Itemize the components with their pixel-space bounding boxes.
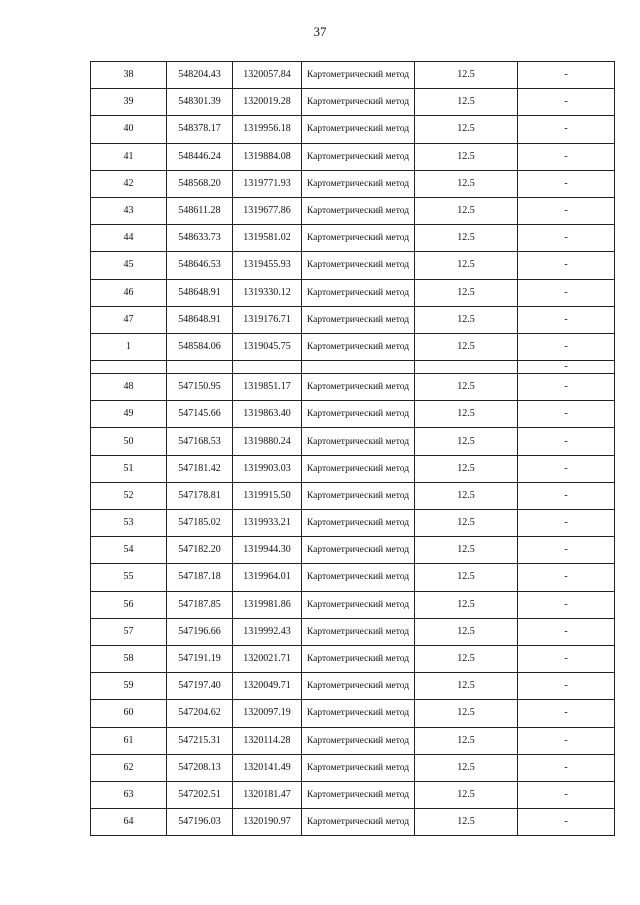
- table-row: [91, 727, 615, 754]
- table-row: [91, 170, 615, 197]
- x-coordinate-cell: 548301.39: [167, 89, 233, 116]
- point-number-cell: 43: [91, 197, 167, 224]
- x-coordinate-cell: 548446.24: [167, 143, 233, 170]
- point-number-cell: 62: [91, 754, 167, 781]
- method-cell: Картометрический метод: [302, 645, 415, 672]
- accuracy-cell: 12.5: [415, 279, 518, 306]
- y-coordinate-cell: 1319581.02: [233, 225, 302, 252]
- y-coordinate-cell: 1319851.17: [233, 374, 302, 401]
- y-coordinate-cell: 1319863.40: [233, 401, 302, 428]
- y-coordinate-cell: 1319884.08: [233, 143, 302, 170]
- x-coordinate-cell: 547215.31: [167, 727, 233, 754]
- method-cell: Картометрический метод: [302, 143, 415, 170]
- table-row: [91, 279, 615, 306]
- y-coordinate-cell: 1320190.97: [233, 809, 302, 836]
- point-number-cell: 57: [91, 618, 167, 645]
- accuracy-cell: 12.5: [415, 306, 518, 333]
- y-coordinate-cell: 1320021.71: [233, 645, 302, 672]
- accuracy-cell: 12.5: [415, 252, 518, 279]
- y-coordinate-cell: 1319880.24: [233, 428, 302, 455]
- table-row: [91, 197, 615, 224]
- y-coordinate-cell: 1320114.28: [233, 727, 302, 754]
- y-coordinate-cell: 1319677.86: [233, 197, 302, 224]
- table-row: [91, 618, 615, 645]
- method-cell: Картометрический метод: [302, 510, 415, 537]
- x-coordinate-cell: 548648.91: [167, 306, 233, 333]
- accuracy-cell: 12.5: [415, 143, 518, 170]
- description-cell: -: [518, 537, 615, 564]
- point-number-cell: 51: [91, 455, 167, 482]
- description-cell: -: [518, 564, 615, 591]
- point-number-cell: 53: [91, 510, 167, 537]
- y-coordinate-cell: 1320181.47: [233, 781, 302, 808]
- description-cell: -: [518, 252, 615, 279]
- method-cell: Картометрический метод: [302, 252, 415, 279]
- description-cell: -: [518, 401, 615, 428]
- y-coordinate-cell: 1319956.18: [233, 116, 302, 143]
- method-cell: Картометрический метод: [302, 455, 415, 482]
- accuracy-cell: 12.5: [415, 116, 518, 143]
- description-cell: -: [518, 618, 615, 645]
- accuracy-cell: 12.5: [415, 510, 518, 537]
- table-row: [91, 564, 615, 591]
- description-cell: -: [518, 62, 615, 89]
- accuracy-cell: 12.5: [415, 591, 518, 618]
- method-cell: Картометрический метод: [302, 116, 415, 143]
- table-row: [91, 510, 615, 537]
- point-number-cell: 55: [91, 564, 167, 591]
- table-row: [91, 401, 615, 428]
- table-row: [91, 754, 615, 781]
- table-row: [91, 374, 615, 401]
- description-cell: -: [518, 197, 615, 224]
- accuracy-cell: 12.5: [415, 170, 518, 197]
- point-number-cell: 64: [91, 809, 167, 836]
- y-coordinate-cell: 1319455.93: [233, 252, 302, 279]
- accuracy-cell: 12.5: [415, 374, 518, 401]
- description-cell: -: [518, 116, 615, 143]
- description-cell: -: [518, 645, 615, 672]
- method-cell: Картометрический метод: [302, 727, 415, 754]
- table-row: [91, 116, 615, 143]
- table-row: [91, 428, 615, 455]
- x-coordinate-cell: 548568.20: [167, 170, 233, 197]
- table-row: [91, 673, 615, 700]
- x-coordinate-cell: 547204.62: [167, 700, 233, 727]
- method-cell: [302, 361, 415, 374]
- point-number-cell: 48: [91, 374, 167, 401]
- x-coordinate-cell: 547178.81: [167, 482, 233, 509]
- point-number-cell: 52: [91, 482, 167, 509]
- x-coordinate-cell: 548378.17: [167, 116, 233, 143]
- method-cell: Картометрический метод: [302, 89, 415, 116]
- accuracy-cell: 12.5: [415, 618, 518, 645]
- point-number-cell: 56: [91, 591, 167, 618]
- y-coordinate-cell: 1319992.43: [233, 618, 302, 645]
- accuracy-cell: 12.5: [415, 781, 518, 808]
- x-coordinate-cell: 547202.51: [167, 781, 233, 808]
- coordinates-table: [90, 61, 615, 836]
- description-cell: -: [518, 754, 615, 781]
- accuracy-cell: 12.5: [415, 700, 518, 727]
- x-coordinate-cell: 547191.19: [167, 645, 233, 672]
- x-coordinate-cell: 547150.95: [167, 374, 233, 401]
- method-cell: Картометрический метод: [302, 374, 415, 401]
- point-number-cell: 58: [91, 645, 167, 672]
- description-cell: -: [518, 455, 615, 482]
- y-coordinate-cell: 1320141.49: [233, 754, 302, 781]
- x-coordinate-cell: 547168.53: [167, 428, 233, 455]
- y-coordinate-cell: 1319903.03: [233, 455, 302, 482]
- x-coordinate-cell: 548584.06: [167, 333, 233, 360]
- accuracy-cell: 12.5: [415, 455, 518, 482]
- x-coordinate-cell: 547196.03: [167, 809, 233, 836]
- method-cell: Картометрический метод: [302, 279, 415, 306]
- y-coordinate-cell: 1319045.75: [233, 333, 302, 360]
- point-number-cell: 49: [91, 401, 167, 428]
- accuracy-cell: 12.5: [415, 197, 518, 224]
- method-cell: Картометрический метод: [302, 170, 415, 197]
- description-cell: -: [518, 673, 615, 700]
- accuracy-cell: 12.5: [415, 401, 518, 428]
- table-row: [91, 591, 615, 618]
- x-coordinate-cell: 547187.18: [167, 564, 233, 591]
- y-coordinate-cell: 1320057.84: [233, 62, 302, 89]
- table-row: [91, 455, 615, 482]
- y-coordinate-cell: 1319981.86: [233, 591, 302, 618]
- point-number-cell: 50: [91, 428, 167, 455]
- accuracy-cell: 12.5: [415, 754, 518, 781]
- point-number-cell: 39: [91, 89, 167, 116]
- point-number-cell: 61: [91, 727, 167, 754]
- x-coordinate-cell: 548648.91: [167, 279, 233, 306]
- table-row: [91, 781, 615, 808]
- method-cell: Картометрический метод: [302, 333, 415, 360]
- table-row: [91, 482, 615, 509]
- method-cell: Картометрический метод: [302, 809, 415, 836]
- accuracy-cell: 12.5: [415, 225, 518, 252]
- table-row: [91, 537, 615, 564]
- x-coordinate-cell: 547208.13: [167, 754, 233, 781]
- page-number: 37: [313, 24, 327, 39]
- method-cell: Картометрический метод: [302, 62, 415, 89]
- method-cell: Картометрический метод: [302, 482, 415, 509]
- x-coordinate-cell: 547181.42: [167, 455, 233, 482]
- x-coordinate-cell: 548204.43: [167, 62, 233, 89]
- table-row: [91, 89, 615, 116]
- table-row: [91, 809, 615, 836]
- x-coordinate-cell: 547196.66: [167, 618, 233, 645]
- x-coordinate-cell: 547145.66: [167, 401, 233, 428]
- coordinates-table-body: [91, 62, 615, 836]
- description-cell: -: [518, 306, 615, 333]
- x-coordinate-cell: 547185.02: [167, 510, 233, 537]
- accuracy-cell: [415, 361, 518, 374]
- table-separator-row: [91, 361, 615, 374]
- accuracy-cell: 12.5: [415, 809, 518, 836]
- y-coordinate-cell: 1319771.93: [233, 170, 302, 197]
- y-coordinate-cell: 1319933.21: [233, 510, 302, 537]
- method-cell: Картометрический метод: [302, 564, 415, 591]
- accuracy-cell: 12.5: [415, 727, 518, 754]
- point-number-cell: 41: [91, 143, 167, 170]
- method-cell: Картометрический метод: [302, 591, 415, 618]
- description-cell: -: [518, 170, 615, 197]
- point-number-cell: 54: [91, 537, 167, 564]
- point-number-cell: 47: [91, 306, 167, 333]
- point-number-cell: 42: [91, 170, 167, 197]
- x-coordinate-cell: 547187.85: [167, 591, 233, 618]
- description-cell: -: [518, 428, 615, 455]
- y-coordinate-cell: 1319330.12: [233, 279, 302, 306]
- point-number-cell: 45: [91, 252, 167, 279]
- accuracy-cell: 12.5: [415, 482, 518, 509]
- accuracy-cell: 12.5: [415, 333, 518, 360]
- point-number-cell: 59: [91, 673, 167, 700]
- description-cell: -: [518, 279, 615, 306]
- table-row: [91, 306, 615, 333]
- table-row: [91, 645, 615, 672]
- description-cell: -: [518, 727, 615, 754]
- point-number-cell: [91, 361, 167, 374]
- method-cell: Картометрический метод: [302, 700, 415, 727]
- description-cell: -: [518, 700, 615, 727]
- method-cell: Картометрический метод: [302, 401, 415, 428]
- method-cell: Картометрический метод: [302, 428, 415, 455]
- description-cell: -: [518, 143, 615, 170]
- accuracy-cell: 12.5: [415, 645, 518, 672]
- description-cell: -: [518, 781, 615, 808]
- accuracy-cell: 12.5: [415, 537, 518, 564]
- description-cell: -: [518, 225, 615, 252]
- x-coordinate-cell: [167, 361, 233, 374]
- method-cell: Картометрический метод: [302, 618, 415, 645]
- accuracy-cell: 12.5: [415, 62, 518, 89]
- table-row: [91, 143, 615, 170]
- point-number-cell: 63: [91, 781, 167, 808]
- description-cell: -: [518, 89, 615, 116]
- point-number-cell: 60: [91, 700, 167, 727]
- table-row: [91, 700, 615, 727]
- point-number-cell: 44: [91, 225, 167, 252]
- y-coordinate-cell: 1320097.19: [233, 700, 302, 727]
- y-coordinate-cell: 1319176.71: [233, 306, 302, 333]
- y-coordinate-cell: 1320019.28: [233, 89, 302, 116]
- y-coordinate-cell: 1320049.71: [233, 673, 302, 700]
- method-cell: Картометрический метод: [302, 225, 415, 252]
- table-row: [91, 62, 615, 89]
- method-cell: Картометрический метод: [302, 306, 415, 333]
- description-cell: -: [518, 361, 615, 374]
- table-row: [91, 333, 615, 360]
- y-coordinate-cell: 1319964.01: [233, 564, 302, 591]
- description-cell: -: [518, 482, 615, 509]
- y-coordinate-cell: [233, 361, 302, 374]
- point-number-cell: 1: [91, 333, 167, 360]
- point-number-cell: 38: [91, 62, 167, 89]
- method-cell: Картометрический метод: [302, 781, 415, 808]
- table-row: [91, 252, 615, 279]
- method-cell: Картометрический метод: [302, 537, 415, 564]
- accuracy-cell: 12.5: [415, 673, 518, 700]
- x-coordinate-cell: 548646.53: [167, 252, 233, 279]
- x-coordinate-cell: 547197.40: [167, 673, 233, 700]
- point-number-cell: 40: [91, 116, 167, 143]
- table-row: [91, 225, 615, 252]
- description-cell: -: [518, 510, 615, 537]
- method-cell: Картометрический метод: [302, 673, 415, 700]
- method-cell: Картометрический метод: [302, 197, 415, 224]
- accuracy-cell: 12.5: [415, 89, 518, 116]
- x-coordinate-cell: 548611.28: [167, 197, 233, 224]
- description-cell: -: [518, 333, 615, 360]
- y-coordinate-cell: 1319915.50: [233, 482, 302, 509]
- accuracy-cell: 12.5: [415, 564, 518, 591]
- x-coordinate-cell: 547182.20: [167, 537, 233, 564]
- description-cell: -: [518, 374, 615, 401]
- point-number-cell: 46: [91, 279, 167, 306]
- x-coordinate-cell: 548633.73: [167, 225, 233, 252]
- description-cell: -: [518, 591, 615, 618]
- y-coordinate-cell: 1319944.30: [233, 537, 302, 564]
- description-cell: -: [518, 809, 615, 836]
- method-cell: Картометрический метод: [302, 754, 415, 781]
- accuracy-cell: 12.5: [415, 428, 518, 455]
